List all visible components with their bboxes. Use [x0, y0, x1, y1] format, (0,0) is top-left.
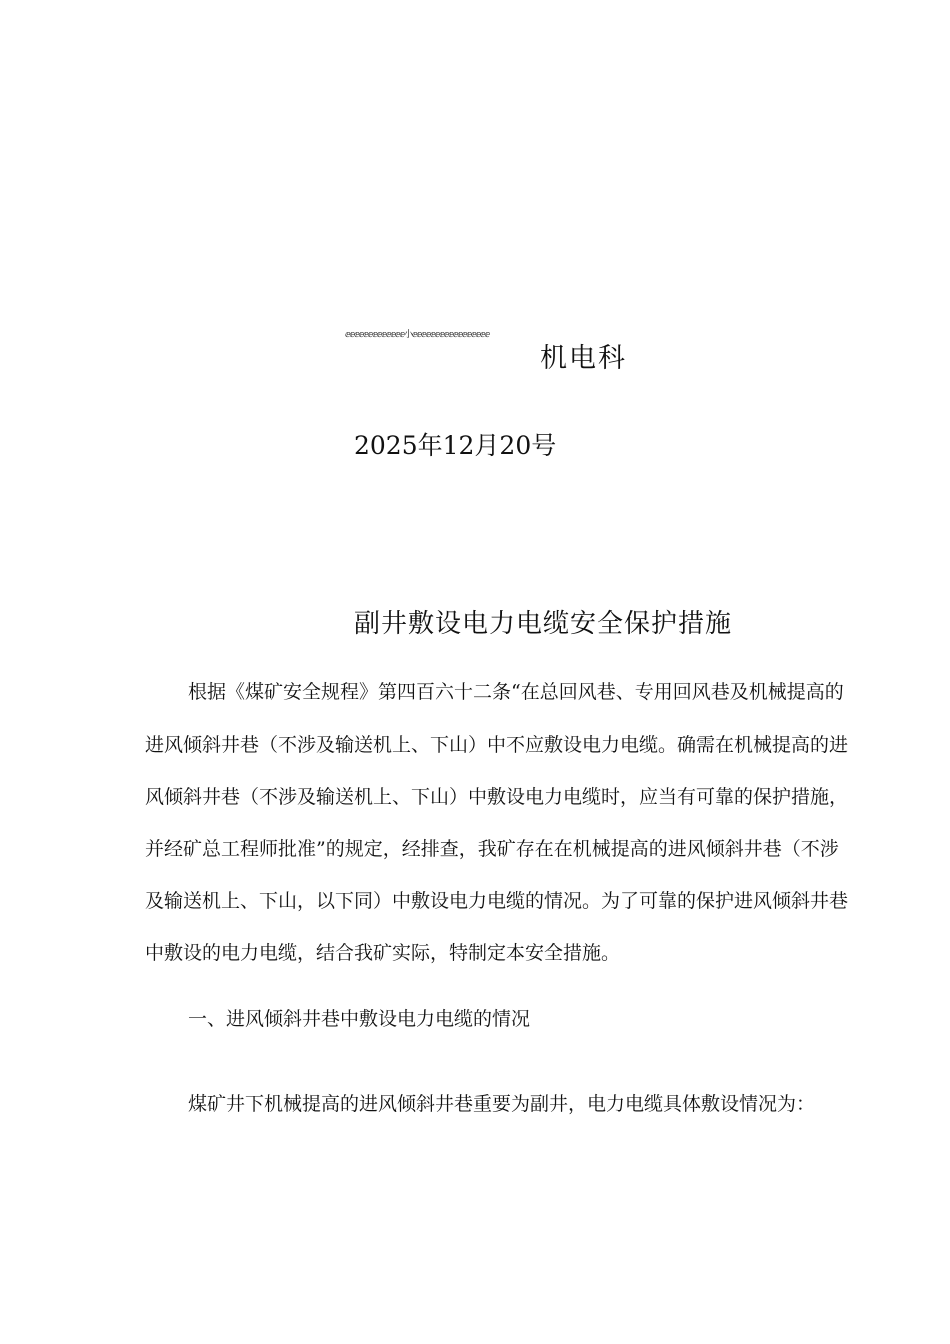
paragraph-line: 及输送机上、下山，以下同）中敷设电力电缆的情况。为了可靠的保护进风倾斜井巷 [145, 890, 849, 912]
document-date: 2025年12月20号 [354, 431, 557, 460]
paragraph-line: 并经矿总工程师批准”的规定，经排查，我矿存在在机械提高的进风倾斜井巷（不涉 [145, 838, 839, 860]
document-title: 副井敷设电力电缆安全保护措施 [354, 609, 733, 639]
paragraph-line: 中敷设的电力电缆，结合我矿实际，特制定本安全措施。 [145, 942, 621, 964]
header-scribble: ⅇⅇⅇⅇⅇⅇⅇⅇⅇⅇⅇⅇⅇ小ⅇⅇⅇⅇⅇⅇⅇⅇⅇⅇⅇⅇⅇⅇⅇⅇⅇ [345, 330, 490, 340]
department-name: 机电科 [540, 343, 627, 374]
section-heading: 一、进风倾斜井巷中敷设电力电缆的情况 [188, 1008, 531, 1030]
section-body: 煤矿井下机械提高的进风倾斜井巷重要为副井，电力电缆具体敷设情况为： [188, 1093, 816, 1115]
paragraph-line: 风倾斜井巷（不涉及输送机上、下山）中敷设电力电缆时，应当有可靠的保护措施， [145, 786, 849, 808]
paragraph-line: 进风倾斜井巷（不涉及输送机上、下山）中不应敷设电力电缆。确需在机械提高的进 [145, 734, 849, 756]
paragraph-line: 根据《煤矿安全规程》第四百六十二条“在总回风巷、专用回风巷及机械提高的 [188, 681, 844, 703]
